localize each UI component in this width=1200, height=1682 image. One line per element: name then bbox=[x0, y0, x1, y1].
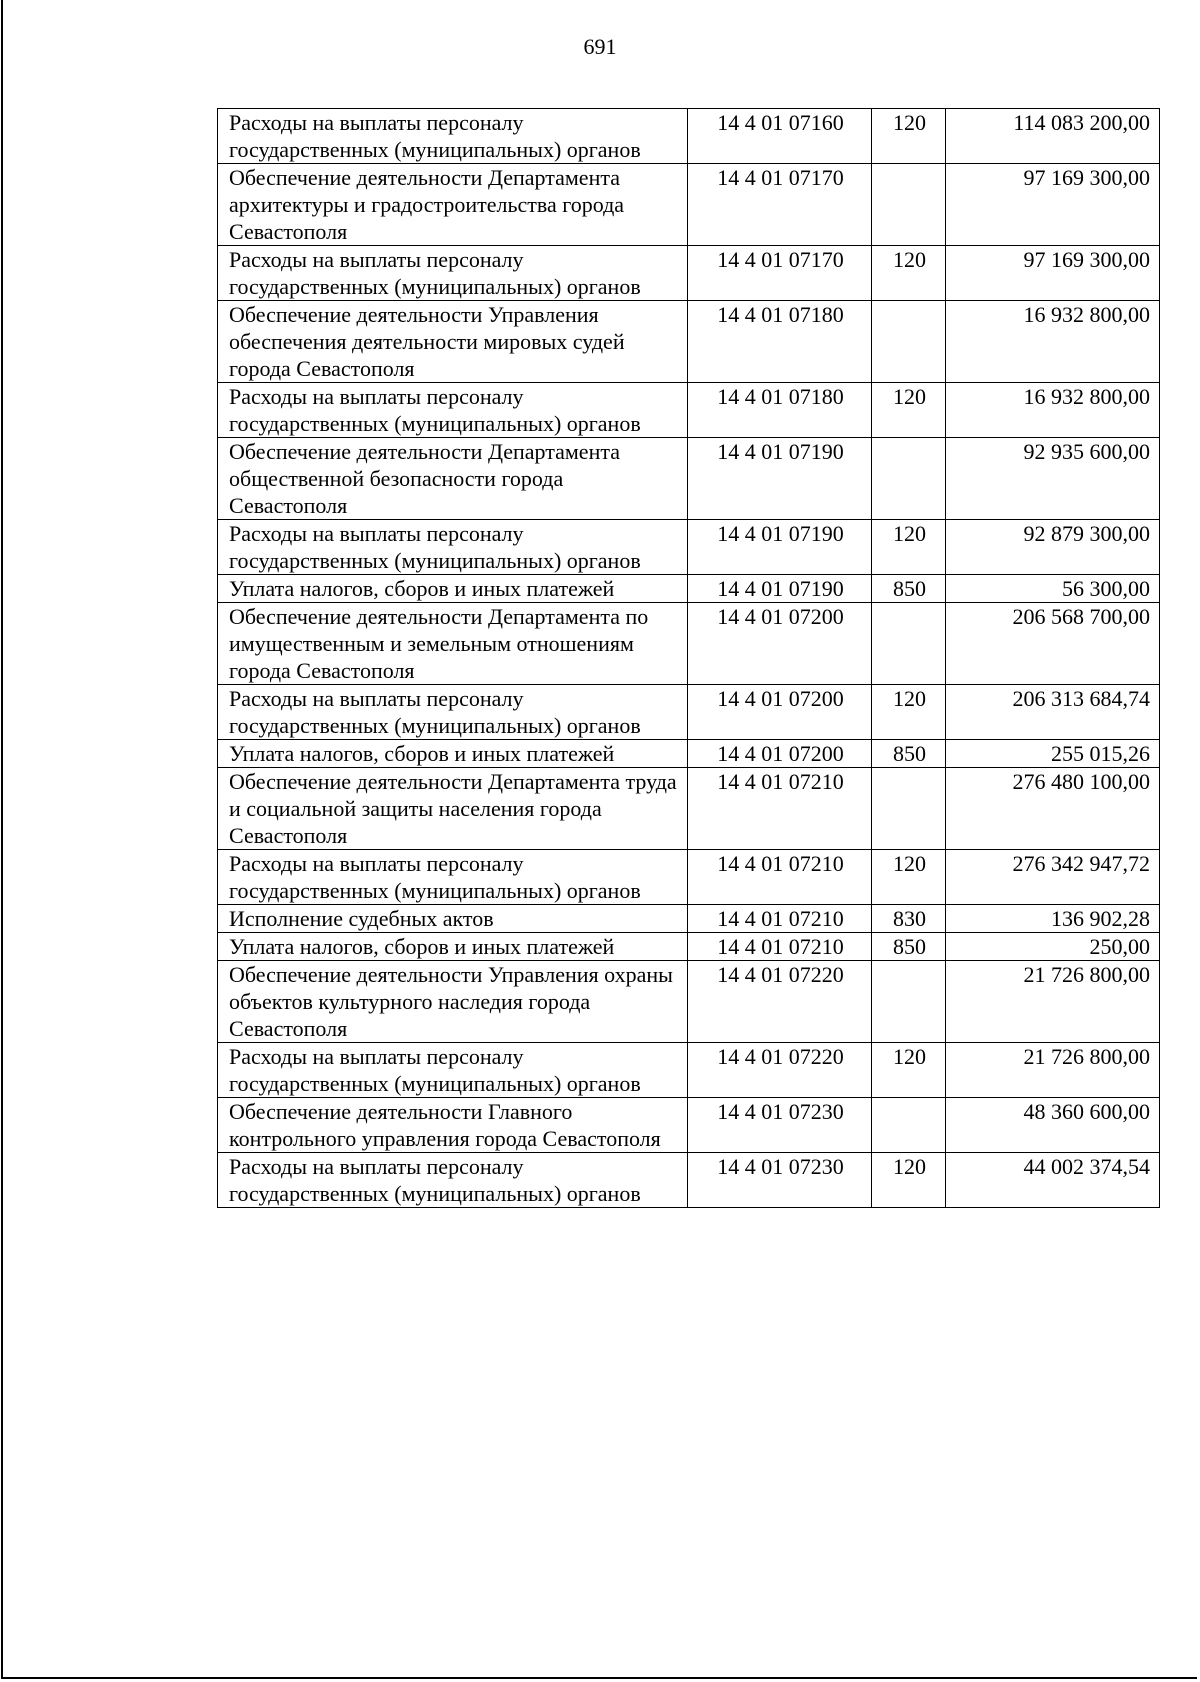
amount-cell: 136 902,28 bbox=[946, 905, 1160, 933]
amount-cell: 21 726 800,00 bbox=[946, 961, 1160, 1043]
table-row bbox=[218, 438, 1160, 520]
amount-cell: 114 083 200,00 bbox=[946, 109, 1160, 164]
amount-cell: 56 300,00 bbox=[946, 575, 1160, 603]
code-cell: 14 4 01 07160 bbox=[688, 109, 872, 164]
amount-cell: 255 015,26 bbox=[946, 740, 1160, 768]
description-cell: Расходы на выплаты персоналу государственных (муниципальных) органов bbox=[218, 850, 688, 905]
expense-type-cell: 120 bbox=[872, 850, 946, 905]
expense-type-cell: 830 bbox=[872, 905, 946, 933]
description-cell: Расходы на выплаты персоналу государственных (муниципальных) органов bbox=[218, 1043, 688, 1098]
description-cell: Расходы на выплаты персоналу государственных (муниципальных) органов bbox=[218, 383, 688, 438]
code-cell: 14 4 01 07200 bbox=[688, 740, 872, 768]
amount-cell: 92 935 600,00 bbox=[946, 438, 1160, 520]
expense-type-cell: 120 bbox=[872, 1043, 946, 1098]
code-cell: 14 4 01 07200 bbox=[688, 603, 872, 685]
budget-table bbox=[217, 108, 1160, 1208]
page-number: 691 bbox=[583, 34, 617, 59]
expense-type-cell: 120 bbox=[872, 520, 946, 575]
code-cell: 14 4 01 07210 bbox=[688, 905, 872, 933]
description-cell: Уплата налогов, сборов и иных платежей bbox=[218, 575, 688, 603]
amount-cell: 276 342 947,72 bbox=[946, 850, 1160, 905]
expense-type-cell bbox=[872, 961, 946, 1043]
expense-type-cell: 120 bbox=[872, 383, 946, 438]
table-row bbox=[218, 575, 1160, 603]
expense-type-cell bbox=[872, 438, 946, 520]
table-row bbox=[218, 1098, 1160, 1153]
amount-cell: 250,00 bbox=[946, 933, 1160, 961]
expense-type-cell: 850 bbox=[872, 575, 946, 603]
table-row bbox=[218, 301, 1160, 383]
amount-cell: 92 879 300,00 bbox=[946, 520, 1160, 575]
code-cell: 14 4 01 07220 bbox=[688, 1043, 872, 1098]
table-row bbox=[218, 520, 1160, 575]
code-cell: 14 4 01 07170 bbox=[688, 246, 872, 301]
description-cell: Обеспечение деятельности Управления обеспечения деятельности мировых судей города Севастополя bbox=[218, 301, 688, 383]
code-cell: 14 4 01 07220 bbox=[688, 961, 872, 1043]
table-row bbox=[218, 109, 1160, 164]
description-cell: Обеспечение деятельности Главного контрольного управления города Севастополя bbox=[218, 1098, 688, 1153]
description-cell: Уплата налогов, сборов и иных платежей bbox=[218, 933, 688, 961]
table-row bbox=[218, 961, 1160, 1043]
code-cell: 14 4 01 07190 bbox=[688, 520, 872, 575]
code-cell: 14 4 01 07200 bbox=[688, 685, 872, 740]
code-cell: 14 4 01 07190 bbox=[688, 575, 872, 603]
amount-cell: 16 932 800,00 bbox=[946, 383, 1160, 438]
description-cell: Обеспечение деятельности Департамента труда и социальной защиты населения города Севастополя bbox=[218, 768, 688, 850]
amount-cell: 206 568 700,00 bbox=[946, 603, 1160, 685]
table-row bbox=[218, 383, 1160, 438]
expense-type-cell bbox=[872, 768, 946, 850]
table-row bbox=[218, 768, 1160, 850]
amount-cell: 97 169 300,00 bbox=[946, 246, 1160, 301]
description-cell: Расходы на выплаты персоналу государственных (муниципальных) органов bbox=[218, 520, 688, 575]
code-cell: 14 4 01 07180 bbox=[688, 301, 872, 383]
description-cell: Обеспечение деятельности Управления охраны объектов культурного наследия города Севастополя bbox=[218, 961, 688, 1043]
description-cell: Расходы на выплаты персоналу государственных (муниципальных) органов bbox=[218, 685, 688, 740]
table-row bbox=[218, 933, 1160, 961]
amount-cell: 44 002 374,54 bbox=[946, 1153, 1160, 1208]
code-cell: 14 4 01 07210 bbox=[688, 933, 872, 961]
description-cell: Расходы на выплаты персоналу государственных (муниципальных) органов bbox=[218, 1153, 688, 1208]
expense-type-cell: 850 bbox=[872, 740, 946, 768]
amount-cell: 97 169 300,00 bbox=[946, 164, 1160, 246]
table-row bbox=[218, 905, 1160, 933]
description-cell: Расходы на выплаты персоналу государственных (муниципальных) органов bbox=[218, 246, 688, 301]
table-row bbox=[218, 740, 1160, 768]
table-row bbox=[218, 246, 1160, 301]
expense-type-cell bbox=[872, 603, 946, 685]
table-row bbox=[218, 1153, 1160, 1208]
expense-type-cell: 120 bbox=[872, 246, 946, 301]
table-row bbox=[218, 164, 1160, 246]
amount-cell: 206 313 684,74 bbox=[946, 685, 1160, 740]
expense-type-cell: 120 bbox=[872, 1153, 946, 1208]
code-cell: 14 4 01 07230 bbox=[688, 1098, 872, 1153]
table-row bbox=[218, 685, 1160, 740]
amount-cell: 276 480 100,00 bbox=[946, 768, 1160, 850]
amount-cell: 16 932 800,00 bbox=[946, 301, 1160, 383]
table-row bbox=[218, 603, 1160, 685]
description-cell: Обеспечение деятельности Департамента по имущественным и земельным отношениям города Севастополя bbox=[218, 603, 688, 685]
expense-type-cell bbox=[872, 1098, 946, 1153]
table-row bbox=[218, 850, 1160, 905]
description-cell: Исполнение судебных актов bbox=[218, 905, 688, 933]
code-cell: 14 4 01 07210 bbox=[688, 768, 872, 850]
description-cell: Обеспечение деятельности Департамента архитектуры и градостроительства города Севастополя bbox=[218, 164, 688, 246]
expense-type-cell bbox=[872, 301, 946, 383]
expense-type-cell bbox=[872, 164, 946, 246]
code-cell: 14 4 01 07180 bbox=[688, 383, 872, 438]
expense-type-cell: 120 bbox=[872, 685, 946, 740]
code-cell: 14 4 01 07170 bbox=[688, 164, 872, 246]
code-cell: 14 4 01 07210 bbox=[688, 850, 872, 905]
expense-type-cell: 120 bbox=[872, 109, 946, 164]
description-cell: Обеспечение деятельности Департамента общественной безопасности города Севастополя bbox=[218, 438, 688, 520]
description-cell: Уплата налогов, сборов и иных платежей bbox=[218, 740, 688, 768]
budget-table-body bbox=[218, 109, 1160, 1208]
amount-cell: 21 726 800,00 bbox=[946, 1043, 1160, 1098]
table-row bbox=[218, 1043, 1160, 1098]
code-cell: 14 4 01 07190 bbox=[688, 438, 872, 520]
amount-cell: 48 360 600,00 bbox=[946, 1098, 1160, 1153]
description-cell: Расходы на выплаты персоналу государственных (муниципальных) органов bbox=[218, 109, 688, 164]
expense-type-cell: 850 bbox=[872, 933, 946, 961]
code-cell: 14 4 01 07230 bbox=[688, 1153, 872, 1208]
